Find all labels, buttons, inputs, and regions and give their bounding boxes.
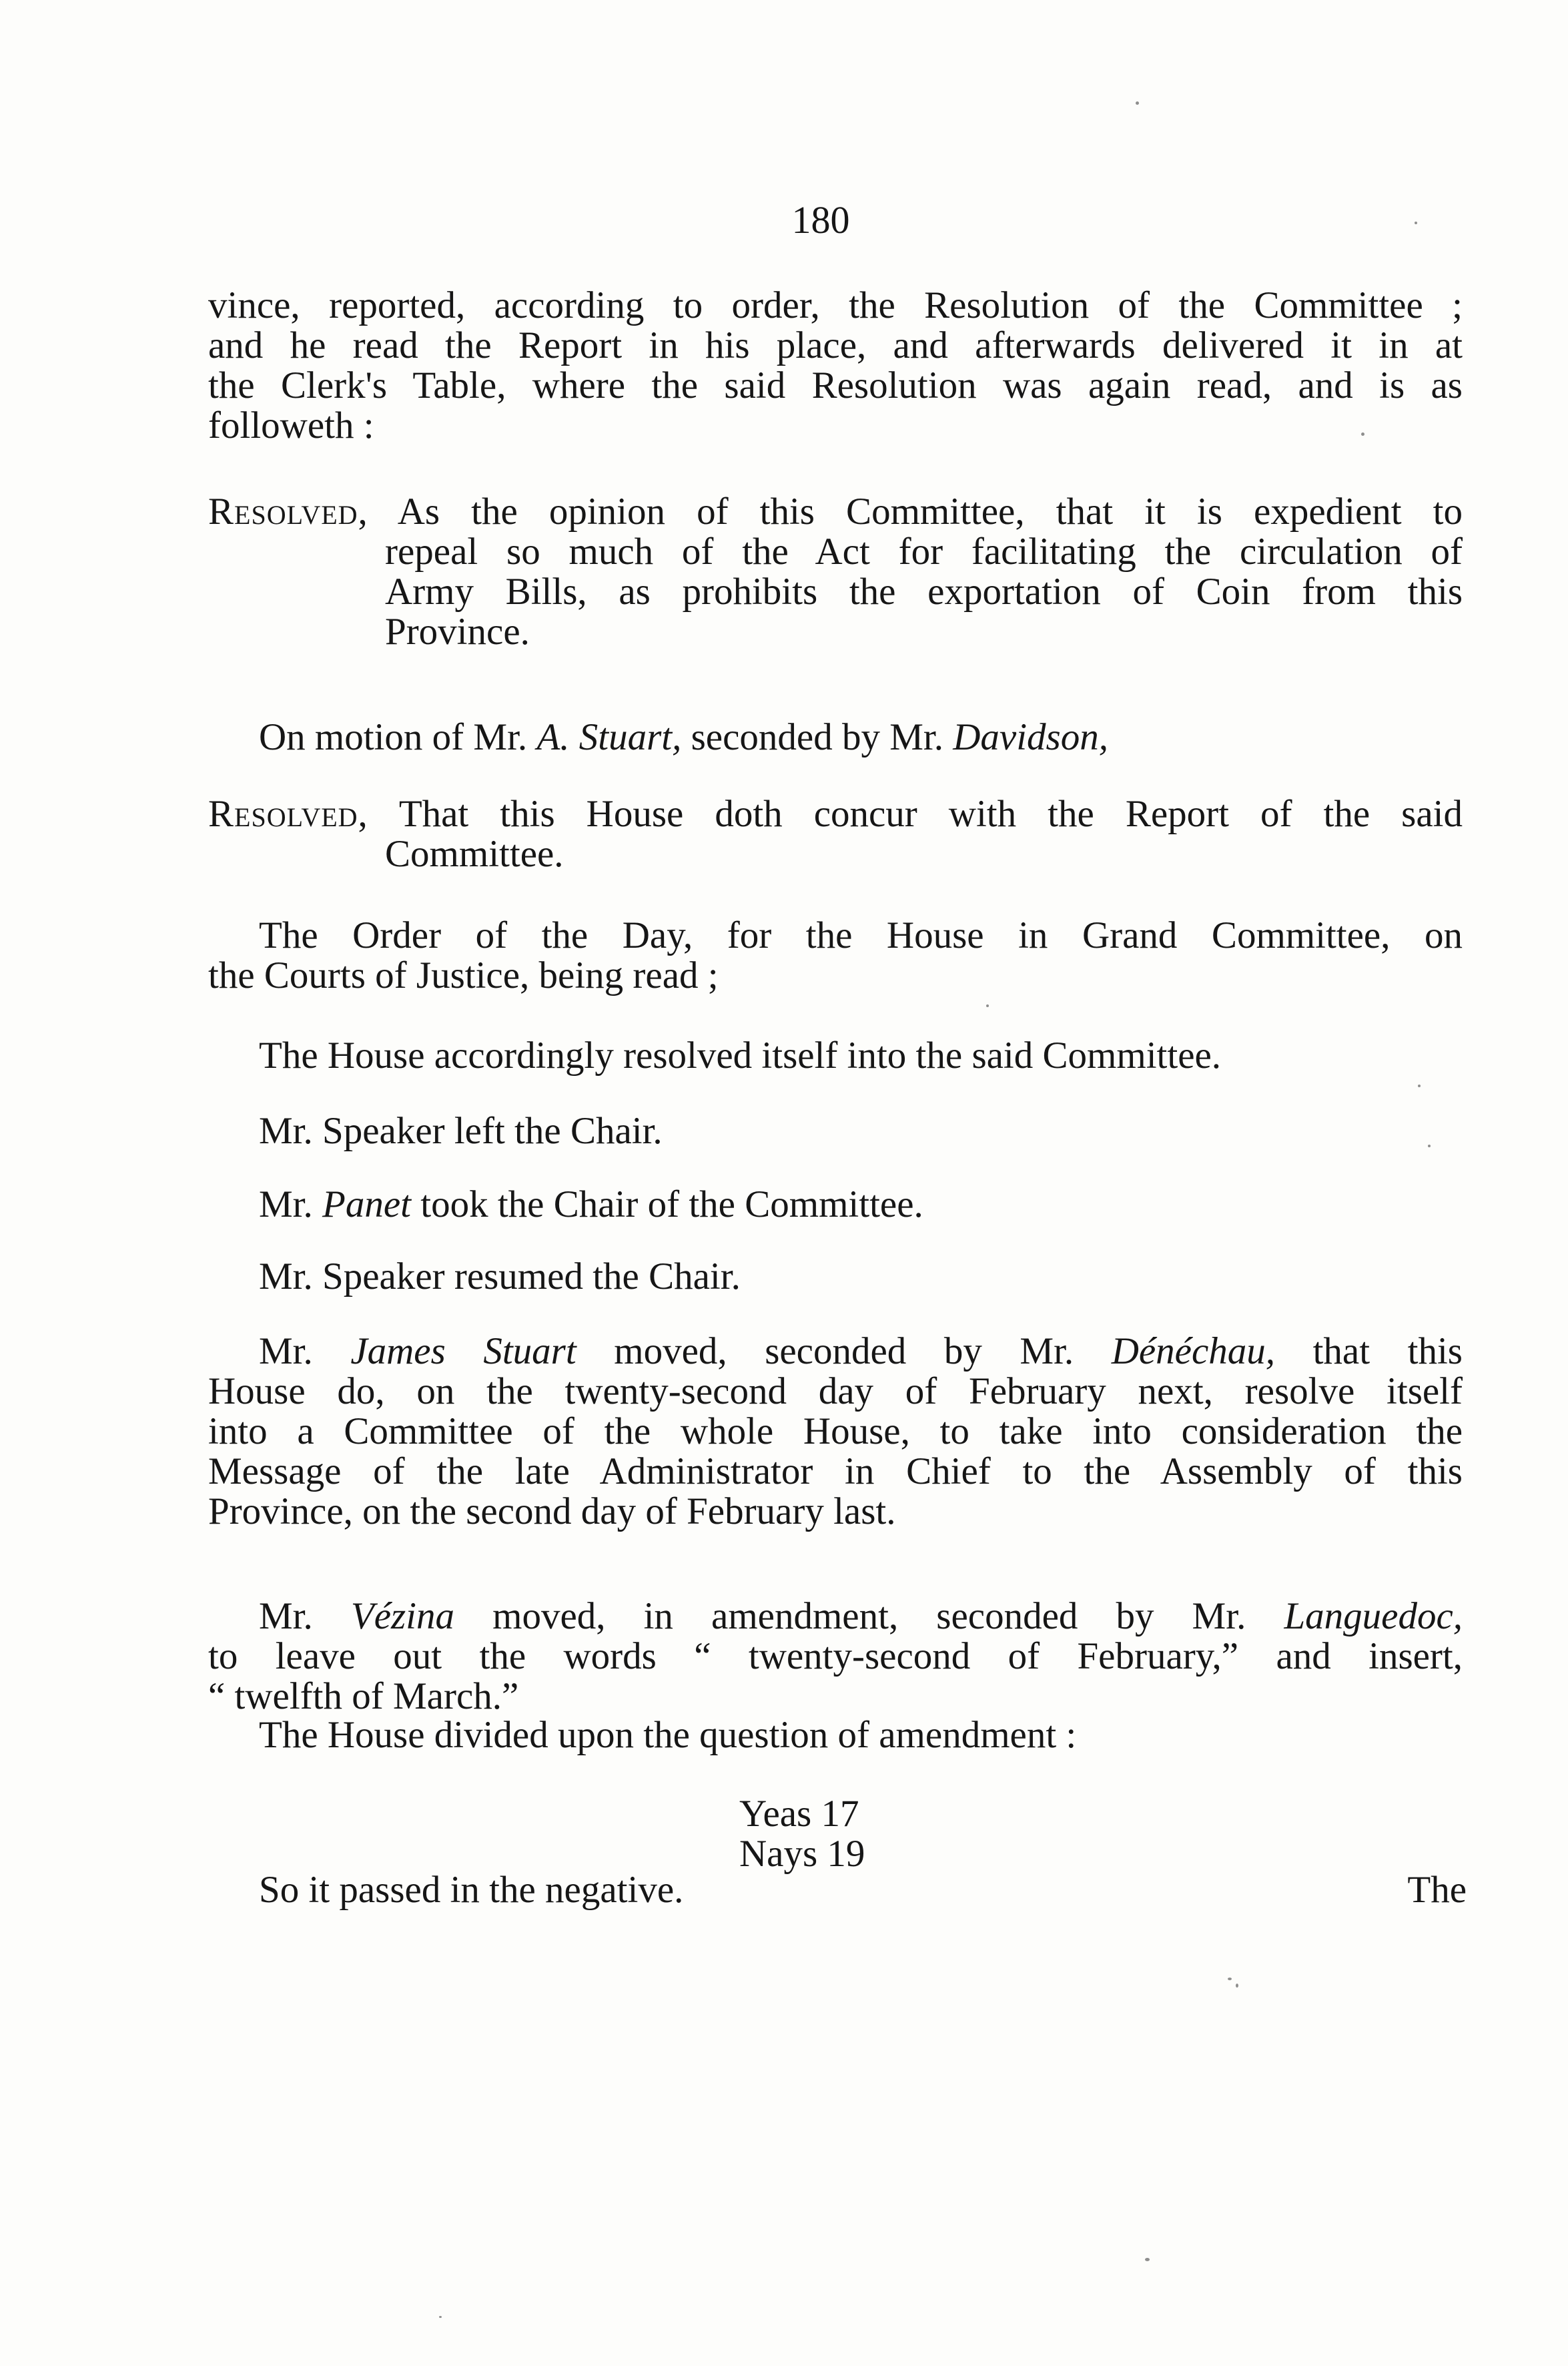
text-fragment: Mr. <box>259 1330 351 1372</box>
print-speck <box>1418 1085 1421 1087</box>
print-speck <box>439 2316 442 2318</box>
text-line: followeth : <box>208 404 374 447</box>
paragraph-panet-chair <box>259 1185 1460 1225</box>
text-line: Province. <box>385 611 530 653</box>
paragraph-house-resolved <box>259 1036 1460 1076</box>
print-speck <box>1228 1978 1232 1980</box>
text-line: Mr. Speaker left the Chair. <box>259 1110 663 1152</box>
resolved-label: Resolved, <box>208 491 368 533</box>
text-line <box>259 717 1460 758</box>
text-fragment: Mr. <box>259 1183 323 1225</box>
text-line <box>208 1596 1463 1637</box>
text-line <box>259 1185 1460 1225</box>
text-line <box>208 794 1463 834</box>
paragraph-negative <box>259 1870 1460 1910</box>
text-line <box>208 1332 1463 1372</box>
print-speck <box>1361 432 1364 436</box>
paragraph-report <box>208 286 1463 446</box>
text-line: the Courts of Justice, being read ; <box>208 954 719 996</box>
paragraph-order-of-day <box>208 916 1463 996</box>
text-line: Province, on the second day of February last. <box>208 1490 896 1532</box>
catchword: The <box>1407 1869 1467 1911</box>
member-name: Dénéchau, <box>1111 1330 1276 1372</box>
member-name: Vézina <box>350 1595 455 1637</box>
member-name: Davidson, <box>953 716 1108 758</box>
paragraph-house-divided <box>259 1715 1460 1755</box>
motion-prefix: On motion of Mr. <box>259 716 537 758</box>
motion-middle: seconded by Mr. <box>681 716 953 758</box>
paragraph-speaker-left <box>259 1111 1460 1151</box>
print-speck <box>1428 1145 1431 1147</box>
motion-james-stuart <box>208 1332 1463 1532</box>
vote-tally <box>739 1794 1006 1874</box>
text-line: to leave out the words “ twenty-second of February,” and insert, <box>208 1635 1463 1677</box>
yeas-count: Yeas 17 <box>739 1793 859 1835</box>
text-line: Mr. Speaker resumed the Chair. <box>259 1255 741 1297</box>
member-name: James Stuart <box>350 1330 576 1372</box>
amendment-vezina <box>208 1596 1463 1717</box>
motion-stuart-davidson <box>259 717 1460 758</box>
text-line: The House accordingly resolved itself into the said Committee. <box>259 1034 1222 1077</box>
text-line: House do, on the twenty-second day of February next, resolve itself <box>208 1370 1463 1412</box>
print-speck <box>986 1004 989 1007</box>
text-line <box>208 492 1463 532</box>
print-speck <box>1136 101 1139 105</box>
resolution-1 <box>208 492 1463 652</box>
text-fragment: moved, seconded by Mr. <box>576 1330 1112 1372</box>
member-name: Panet <box>322 1183 411 1225</box>
nays-count: Nays 19 <box>739 1833 865 1875</box>
print-speck <box>1145 2258 1150 2261</box>
resolution-text: As the opinion of this Committee, that it is expedient to <box>397 491 1463 533</box>
text-line: Army Bills, as prohibits the exportation of Coin from this <box>385 571 1463 613</box>
resolved-label: Resolved, <box>208 793 368 835</box>
text-line: Committee. <box>385 833 564 875</box>
text-line: The Order of the Day, for the House in Grand Committee, on <box>259 914 1463 956</box>
print-speck <box>1415 222 1417 224</box>
print-speck <box>1236 1984 1238 1988</box>
text-line: vince, reported, according to order, the Resolution of the Committee ; <box>208 284 1463 326</box>
text-line: repeal so much of the Act for facilitating the circulation of <box>385 531 1463 573</box>
resolution-2 <box>208 794 1463 874</box>
member-name: Languedoc, <box>1284 1595 1463 1637</box>
text-fragment: moved, in amendment, seconded by Mr. <box>454 1595 1284 1637</box>
paragraph-speaker-resumed <box>259 1257 1460 1297</box>
member-name: A. Stuart, <box>536 716 682 758</box>
text-line: the Clerk's Table, where the said Resolution was again read, and is as <box>208 364 1463 406</box>
text-fragment: that this <box>1275 1330 1463 1372</box>
page-number: 180 <box>791 198 850 242</box>
text-line: The House divided upon the question of amendment : <box>259 1714 1077 1756</box>
text-line: into a Committee of the whole House, to take into consideration the <box>208 1410 1463 1452</box>
text-line: and he read the Report in his place, and afterwards delivered it in at <box>208 324 1463 366</box>
resolution-text: That this House doth concur with the Report of the said <box>398 793 1463 835</box>
text-line: “ twelfth of March.” <box>208 1675 519 1717</box>
text-fragment: took the Chair of the Committee. <box>411 1183 923 1225</box>
text-fragment: Mr. <box>259 1595 351 1637</box>
text-line: Message of the late Administrator in Chief to the Assembly of this <box>208 1450 1463 1492</box>
text-line: So it passed in the negative. <box>259 1869 684 1911</box>
